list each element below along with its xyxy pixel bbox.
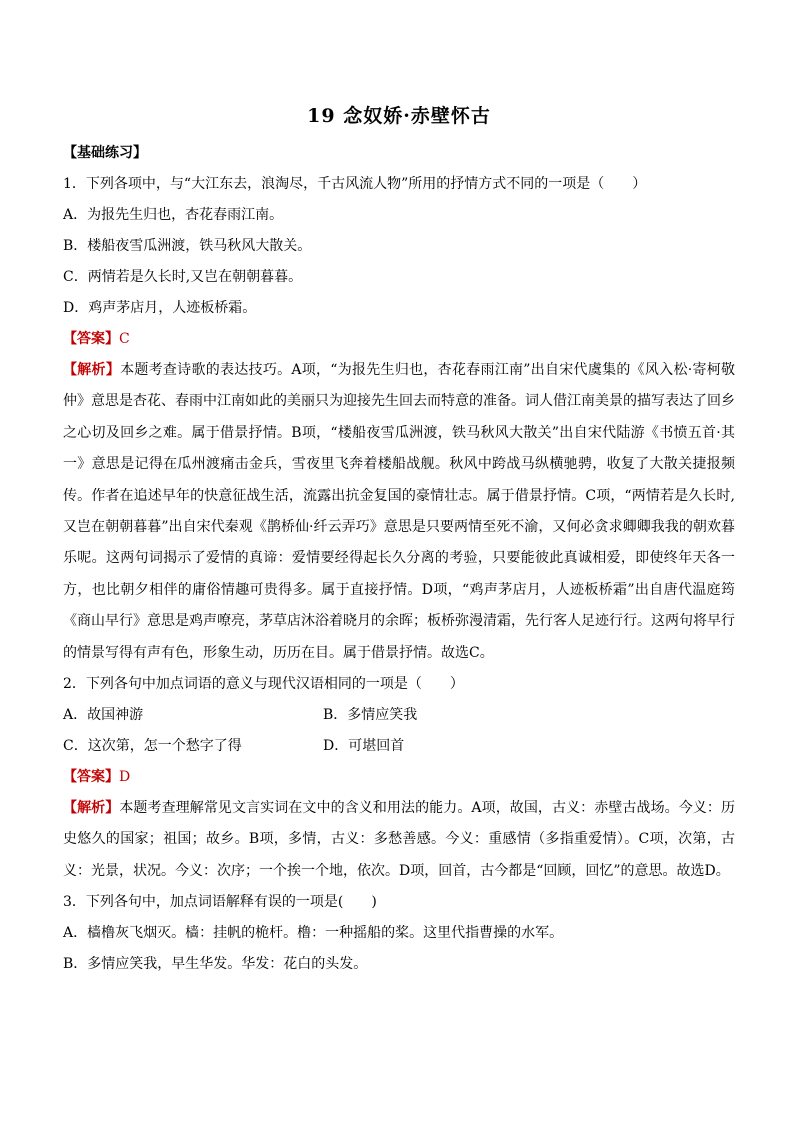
question-1-answer [63, 324, 735, 355]
document-page [63, 100, 735, 980]
question-2-options-row-1 [63, 700, 735, 731]
question-2-option-c: C．这次第，怎一个愁字了得 [63, 738, 242, 755]
question-1-option-d: D．鸡声茅店月，人迹板桥霜。 [63, 300, 257, 316]
question-2-analysis [63, 793, 735, 887]
answer-tag: 【答案】 [63, 769, 119, 786]
question-2-options-row-2 [63, 731, 735, 762]
analysis-tag: 【解析】 [63, 800, 120, 817]
question-2-option-a: A．故国神游 [63, 707, 144, 724]
section-heading: 【基础练习】 [63, 145, 147, 161]
analysis-tag: 【解析】 [63, 362, 121, 378]
question-1-stem: 1．下列各项中，与“大江东去，浪淘尽，千古风流人物”所用的抒情方式不同的一项是（ ） [63, 176, 647, 192]
question-1-analysis [63, 355, 735, 669]
analysis-text: 本题考查理解常见文言实词在文中的含义和用法的能力。A项，故国，古义：赤壁古战场。今义：历史悠久的国家；祖国；故乡。B项，多情，古义：多愁善感。今义：重感情（多指重爱情）。C项，次第，古义：光景，状况。今义：次序；一个挨一个地，依次。D项，回首，古今都是“回顾，回忆”的意思。故选D。 [63, 800, 736, 879]
question-3-stem: 3．下列各句中，加点词语解释有误的一项是( ) [63, 894, 377, 911]
answer-tag: 【答案】 [63, 331, 119, 347]
question-1-option-a: A．为报先生归也，杏花春雨江南。 [63, 207, 284, 223]
page-title: 19 念奴娇·赤壁怀古 [307, 105, 491, 127]
question-2-option-b: B．多情应笑我 [323, 707, 418, 724]
question-1 [63, 169, 735, 669]
question-2 [63, 669, 735, 887]
answer-value: C [119, 331, 130, 347]
question-2-option-d: D．可堪回首 [323, 738, 405, 755]
analysis-text: 本题考查诗歌的表达技巧。A项，“为报先生归也，杏花春雨江南”出自宋代虞集的《风入松·寄柯敬仲》意思是杏花、春雨中江南如此的美丽只为迎接先生回去而特意的准备。词人借江南美景的描写表达了回乡之心切及回乡之难。属于借景抒情。B项，“楼船夜雪瓜洲渡，铁马秋风大散关”出自宋代陆游《书愤五首·其一》意思是记得在瓜州渡痛击金兵，雪夜里飞奔着楼船战舰。秋风中跨战马纵横驰骋，收复了大散关捷报频传。作者在追述早年的快意征战生活，流露出抗金复国的豪情壮志。属于借景抒情。C项，“两情若是久长时,又岂在朝朝暮暮”出自宋代秦观《鹊桥仙·纤云弄巧》意思是只要两情至死不渝，又何必贪求卿卿我我的朝欢暮乐呢。这两句词揭示了爱情的真谛：爱情要经得起长久分离的考验，只要能彼此真诚相爱，即使终年天各一方，也比朝夕相伴的庸俗情趣可贵得多。属于直接抒情。D项，“鸡声茅店月，人迹板桥霜”出自唐代温庭筠《商山早行》意思是鸡声嘹亮，茅草店沐浴着晓月的余晖；板桥弥漫清霜，先行客人足迹行行。这两句将早行的情景写得有声有色，形象生动，历历在目。属于借景抒情。故选C。 [63, 362, 735, 661]
question-1-option-b: B．楼船夜雪瓜洲渡，铁马秋风大散关。 [63, 238, 312, 254]
question-2-stem: 2．下列各句中加点词语的意义与现代汉语相同的一项是（ ） [63, 676, 464, 693]
question-3-option-b: B．多情应笑我，早生华发。华发：花白的头发。 [63, 956, 368, 973]
question-1-option-c: C．两情若是久长时,又岂在朝朝暮暮。 [63, 269, 303, 285]
answer-value: D [119, 769, 131, 786]
question-3-option-a: A．樯橹灰飞烟灭。樯：挂帆的桅杆。橹：一种摇船的桨。这里代指曹操的水军。 [63, 925, 564, 942]
question-2-answer [63, 762, 735, 793]
question-3 [63, 887, 735, 980]
